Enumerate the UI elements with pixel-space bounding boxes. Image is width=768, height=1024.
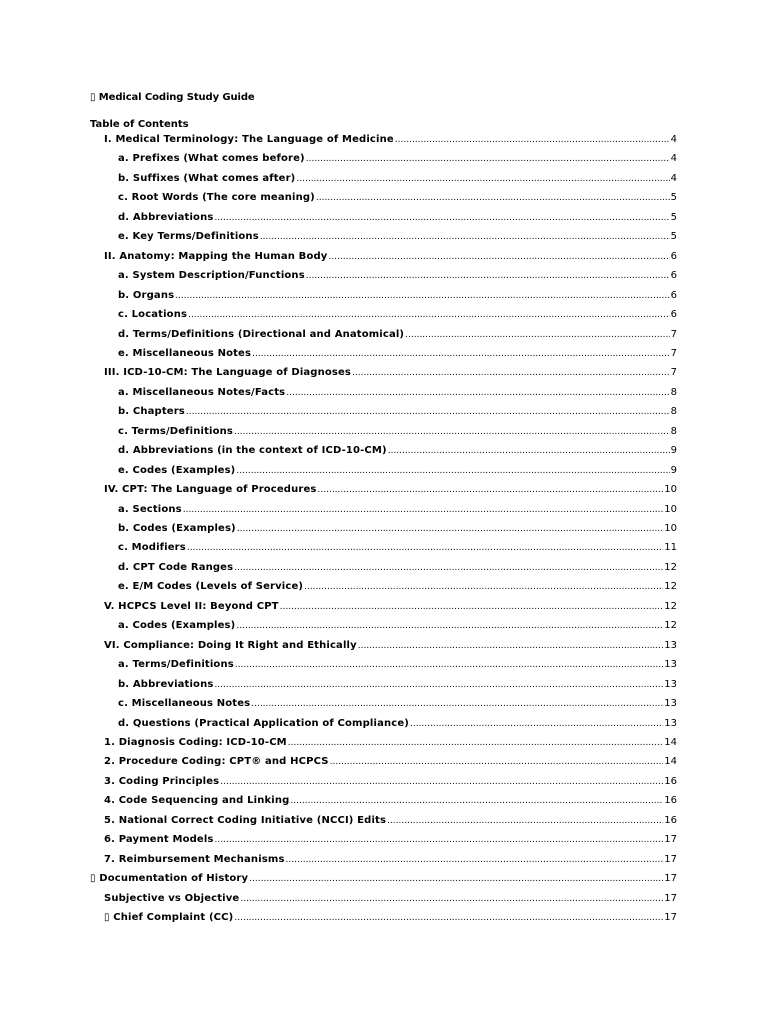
toc-entry[interactable] <box>118 386 677 400</box>
toc-page-number: 10 <box>664 484 677 496</box>
toc-dot-leader <box>330 755 664 769</box>
toc-page-number: 16 <box>664 775 677 787</box>
toc-page-number: 9 <box>670 445 677 457</box>
toc-entry-title: c. Terms/Definitions <box>118 425 233 437</box>
toc-heading: Table of Contents <box>90 119 189 130</box>
toc-page-number: 14 <box>664 756 677 768</box>
toc-page-number: 6 <box>670 250 677 262</box>
toc-entry-title: 4. Code Sequencing and Linking <box>104 795 290 807</box>
toc-entry-title: 3. Coding Principles <box>104 775 220 787</box>
toc-page-number: 13 <box>664 659 677 671</box>
toc-dot-leader <box>387 814 663 828</box>
toc-dot-leader <box>183 503 664 517</box>
toc-entry-title: ▯ Documentation of History <box>90 873 249 885</box>
toc-page-number: 13 <box>664 698 677 710</box>
toc-dot-leader <box>296 172 669 186</box>
toc-entry[interactable] <box>104 483 677 497</box>
toc-page-number: 12 <box>664 561 677 573</box>
toc-dot-leader <box>352 366 670 380</box>
toc-page-number: 12 <box>664 600 677 612</box>
toc-entry[interactable] <box>104 250 677 264</box>
toc-entry[interactable] <box>104 639 677 653</box>
toc-page-number: 4 <box>670 172 677 184</box>
toc-dot-leader <box>249 872 663 886</box>
toc-entry-title: c. Modifiers <box>118 542 186 554</box>
toc-entry-title: e. Key Terms/Definitions <box>118 231 259 243</box>
toc-entry[interactable] <box>118 444 677 458</box>
toc-dot-leader <box>306 152 670 166</box>
toc-dot-leader <box>188 308 670 322</box>
toc-dot-leader <box>395 133 670 147</box>
toc-entry[interactable] <box>104 814 677 828</box>
toc-entry[interactable] <box>104 892 677 906</box>
toc-entry[interactable] <box>118 405 677 419</box>
toc-page-number: 16 <box>664 795 677 807</box>
toc-entry-title: b. Abbreviations <box>118 678 214 690</box>
toc-dot-leader <box>405 328 669 342</box>
toc-dot-leader <box>215 833 664 847</box>
toc-entry-title: a. Prefixes (What comes before) <box>118 153 305 165</box>
toc-dot-leader <box>236 619 663 633</box>
toc-page-number: 4 <box>670 153 677 165</box>
toc-entry[interactable] <box>90 872 677 886</box>
toc-page-number: 12 <box>664 620 677 632</box>
toc-entry-title: b. Codes (Examples) <box>118 523 236 534</box>
toc-entry[interactable] <box>118 717 677 731</box>
toc-dot-leader <box>388 444 670 458</box>
toc-page-number: 8 <box>670 425 677 437</box>
toc-entry-title: b. Suffixes (What comes after) <box>118 172 296 184</box>
toc-page-number: 5 <box>670 192 677 204</box>
toc-page-number: 8 <box>670 386 677 398</box>
toc-page-number: 5 <box>670 211 677 223</box>
toc-dot-leader <box>286 386 669 400</box>
toc-entry-title: a. Miscellaneous Notes/Facts <box>118 386 286 398</box>
toc-dot-leader <box>234 911 663 925</box>
toc-entry[interactable] <box>118 347 677 361</box>
toc-page-number: 13 <box>664 717 677 729</box>
toc-entry-title: 5. National Correct Coding Initiative (NCCI) Edits <box>104 814 387 826</box>
toc-entry[interactable] <box>118 697 677 711</box>
toc-entry[interactable] <box>118 522 677 536</box>
toc-entry-title: b. Organs <box>118 289 175 301</box>
toc-dot-leader <box>175 289 669 303</box>
toc-dot-leader <box>220 775 663 789</box>
toc-dot-leader <box>328 250 669 264</box>
toc-page-number: 7 <box>670 347 677 359</box>
toc-dot-leader <box>260 230 670 244</box>
toc-entry[interactable] <box>104 736 677 750</box>
toc-entry[interactable] <box>118 541 677 555</box>
toc-entry-title: e. Codes (Examples) <box>118 464 236 476</box>
toc-entry[interactable] <box>104 853 677 867</box>
toc-entry-title: II. Anatomy: Mapping the Human Body <box>104 250 328 262</box>
toc-entry-title: a. System Description/Functions <box>118 270 305 282</box>
toc-entry[interactable] <box>104 833 677 847</box>
toc-dot-leader <box>316 191 670 205</box>
toc-page-number: 14 <box>664 736 677 748</box>
toc-entry[interactable] <box>118 619 677 633</box>
toc-page-number: 17 <box>664 912 677 923</box>
toc-dot-leader <box>214 211 669 225</box>
toc-entry[interactable] <box>118 328 677 342</box>
toc-dot-leader <box>410 717 663 731</box>
toc-entry-title: a. Sections <box>118 503 182 515</box>
toc-page-number: 10 <box>664 503 677 515</box>
toc-page-number: 17 <box>664 834 677 846</box>
toc-page-number: 13 <box>664 639 677 651</box>
toc-entry[interactable] <box>118 191 677 205</box>
toc-page-number: 13 <box>664 678 677 690</box>
toc-entry[interactable] <box>118 658 677 672</box>
toc-entry[interactable] <box>118 152 677 166</box>
toc-entry[interactable] <box>104 600 677 614</box>
toc-page-number: 6 <box>670 289 677 301</box>
toc-page-number: 4 <box>670 134 677 145</box>
toc-entry[interactable] <box>118 211 677 225</box>
toc-dot-leader <box>240 892 663 906</box>
toc-entry[interactable] <box>104 775 677 789</box>
toc-dot-leader <box>288 736 663 750</box>
toc-entry-title: d. Questions (Practical Application of Compliance) <box>118 717 409 729</box>
toc-page-number: 16 <box>664 814 677 826</box>
toc-page-number: 7 <box>670 367 677 379</box>
toc-entry-title: 6. Payment Models <box>104 834 214 846</box>
toc-entry-title: Subjective vs Objective <box>104 892 240 904</box>
toc-entry[interactable] <box>118 580 677 594</box>
toc-entry-title: I. Medical Terminology: The Language of Medicine <box>104 134 394 145</box>
toc-entry-title: c. Locations <box>118 309 188 321</box>
toc-entry[interactable] <box>104 794 677 808</box>
toc-entry-title: d. Abbreviations <box>118 211 214 223</box>
toc-entry-title: V. HCPCS Level II: Beyond CPT <box>104 600 279 612</box>
toc-entry-title: c. Miscellaneous Notes <box>118 698 251 710</box>
toc-entry-title: a. Codes (Examples) <box>118 620 236 632</box>
toc-entry[interactable] <box>118 561 677 575</box>
toc-dot-leader <box>306 269 670 283</box>
toc-page-number: 6 <box>670 270 677 282</box>
toc-dot-leader <box>251 697 663 711</box>
toc-entry-title: III. ICD-10-CM: The Language of Diagnoses <box>104 367 352 379</box>
toc-dot-leader <box>234 425 670 439</box>
toc-dot-leader <box>214 678 663 692</box>
toc-dot-leader <box>234 561 663 575</box>
toc-entry-title: 2. Procedure Coding: CPT® and HCPCS <box>104 756 329 768</box>
toc-entry-title: VI. Compliance: Doing It Right and Ethically <box>104 639 357 651</box>
toc-dot-leader <box>358 639 664 653</box>
toc-entry[interactable] <box>118 425 677 439</box>
toc-entry[interactable] <box>104 133 677 147</box>
toc-entry-title: d. Terms/Definitions (Directional and Anatomical) <box>118 328 405 340</box>
toc-page-number: 6 <box>670 309 677 321</box>
toc-entry-title: 7. Reimbursement Mechanisms <box>104 853 285 865</box>
toc-entry[interactable] <box>118 269 677 283</box>
toc-entry[interactable] <box>104 911 677 925</box>
toc-dot-leader <box>237 522 663 536</box>
toc-entry-title: d. Abbreviations (in the context of ICD-10-CM) <box>118 445 387 457</box>
toc-page-number: 17 <box>664 892 677 904</box>
toc-entry[interactable] <box>104 755 677 769</box>
toc-entry-title: c. Root Words (The core meaning) <box>118 192 315 204</box>
toc-entry-title: e. E/M Codes (Levels of Service) <box>118 581 304 593</box>
toc-page-number: 17 <box>664 873 677 885</box>
toc-dot-leader <box>290 794 663 808</box>
toc-entry[interactable] <box>104 366 677 380</box>
toc-entry-title: b. Chapters <box>118 406 185 418</box>
document-title: ▯ Medical Coding Study Guide <box>90 92 255 103</box>
toc-entry-title: a. Terms/Definitions <box>118 659 234 671</box>
toc-entry-title: d. CPT Code Ranges <box>118 561 234 573</box>
toc-page-number: 11 <box>664 542 677 554</box>
toc-entry[interactable] <box>118 503 677 517</box>
toc-entry[interactable] <box>118 308 677 322</box>
toc-entry-title: e. Miscellaneous Notes <box>118 347 252 359</box>
toc-entry-title: IV. CPT: The Language of Procedures <box>104 484 317 496</box>
toc-entry[interactable] <box>118 678 677 692</box>
toc-page-number: 8 <box>670 406 677 418</box>
toc-dot-leader <box>235 658 663 672</box>
toc-entry-title: 1. Diagnosis Coding: ICD-10-CM <box>104 736 287 748</box>
toc-dot-leader <box>280 600 664 614</box>
toc-page-number: 10 <box>664 523 677 534</box>
toc-page-number: 5 <box>670 231 677 243</box>
toc-entry[interactable] <box>118 289 677 303</box>
toc-entry-title: ▯ Chief Complaint (CC) <box>104 912 234 923</box>
toc-entry[interactable] <box>118 230 677 244</box>
toc-dot-leader <box>186 405 670 419</box>
toc-dot-leader <box>286 853 664 867</box>
toc-page-number: 9 <box>670 464 677 476</box>
toc-dot-leader <box>304 580 663 594</box>
toc-page-number: 17 <box>664 853 677 865</box>
toc-dot-leader <box>318 483 664 497</box>
toc-entry[interactable] <box>118 172 677 186</box>
toc-entry[interactable] <box>118 464 677 478</box>
toc-page-number: 7 <box>670 328 677 340</box>
toc-dot-leader <box>187 541 663 555</box>
toc-dot-leader <box>236 464 669 478</box>
toc-dot-leader <box>252 347 670 361</box>
toc-page-number: 12 <box>664 581 677 593</box>
